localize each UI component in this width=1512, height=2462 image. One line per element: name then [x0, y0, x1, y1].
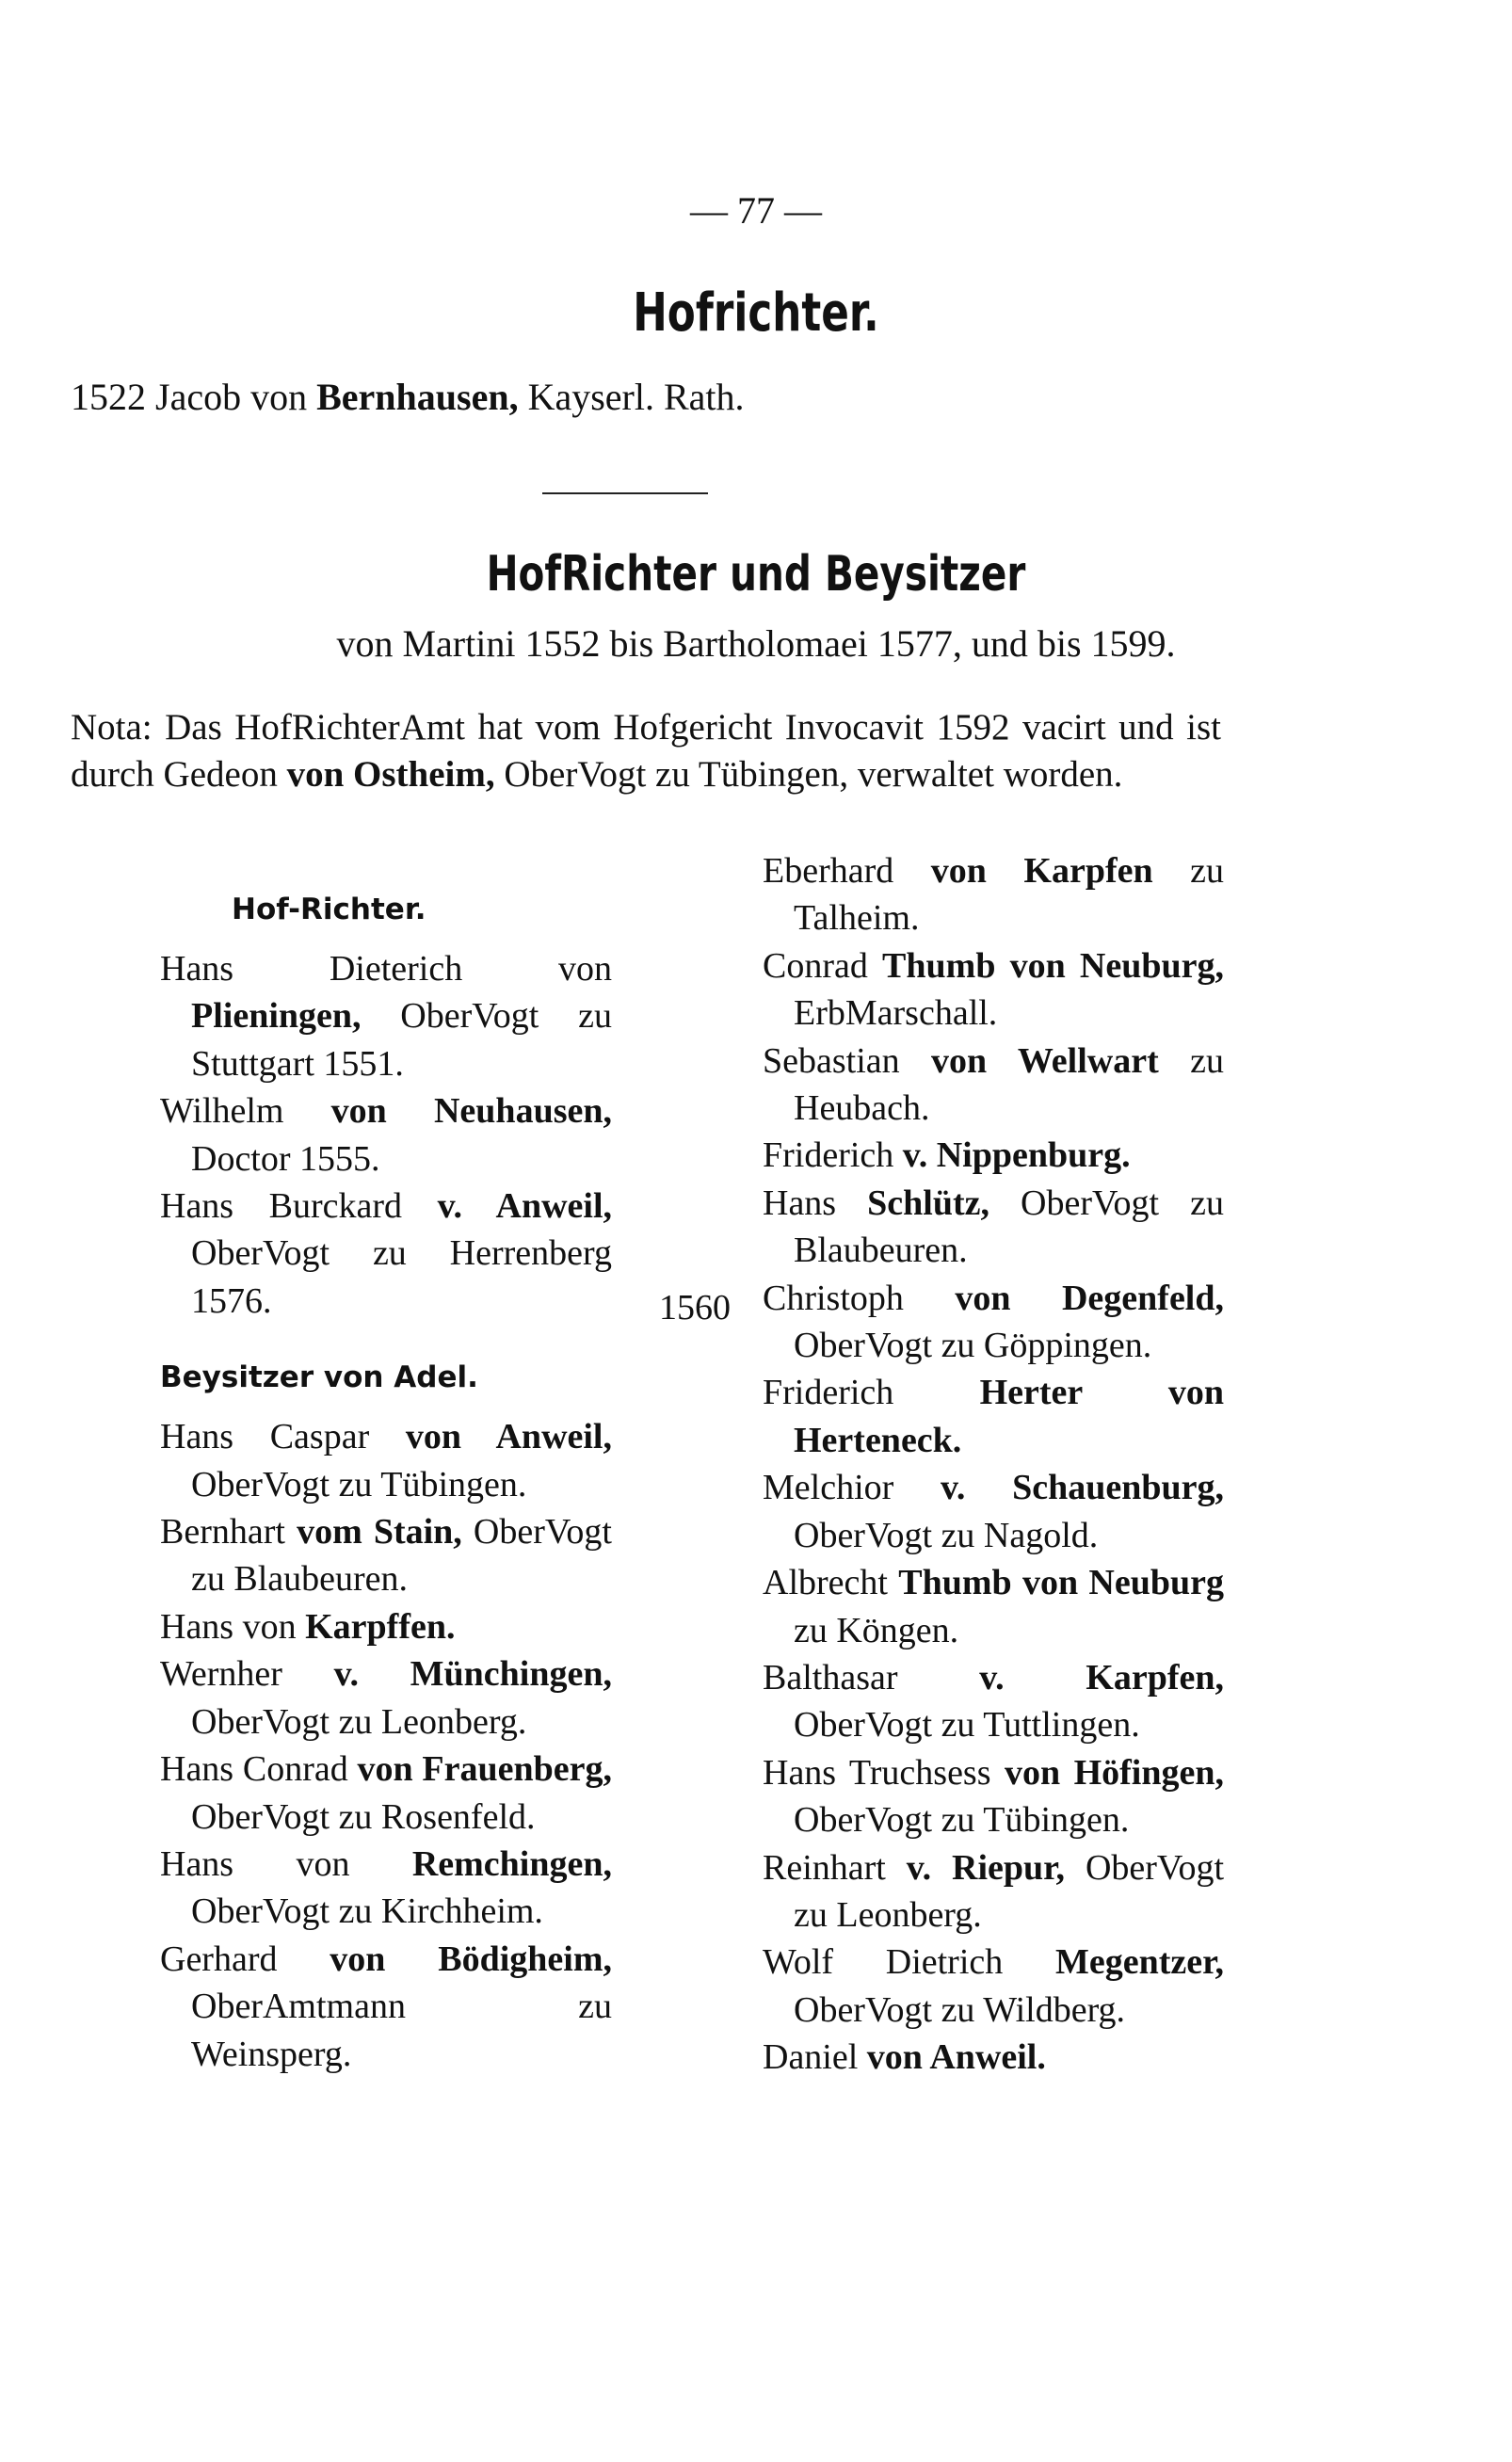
entry-name: Karpffen. [305, 1606, 456, 1647]
list-item [763, 942, 1224, 1038]
entry-name: Herter von Herteneck. [794, 1373, 1225, 1460]
entry-pre: Albrecht [763, 1563, 888, 1603]
list-item [763, 2034, 1224, 2081]
entry-post: OberVogt zu Tübingen. [794, 1800, 1130, 1841]
entry-post: OberVogt zu Leonberg. [794, 1847, 1225, 1935]
entry-post: OberVogt zu Herrenberg 1576. [191, 1233, 612, 1321]
entry-pre: Reinhart [763, 1847, 886, 1888]
right-column [763, 847, 1224, 2082]
entry-pre: Balthasar [763, 1657, 898, 1698]
entry-pre: Hans [763, 1183, 837, 1223]
nota-pre: Nota: Das HofRichterAmt hat vom Hofgericht Invocavit 1592 vacirt und ist durch Gedeon [71, 707, 1221, 795]
section-beysitzer-von-adel: Beysitzer von Adel. [160, 1360, 478, 1395]
list-item [160, 1603, 612, 1650]
entry-pre: Jacob von [155, 376, 308, 418]
entry-name: v. Riepur, [906, 1847, 1066, 1888]
entry-pre: Wernher [160, 1654, 282, 1695]
entry-post: OberVogt zu Stuttgart 1551. [191, 996, 612, 1084]
list-item [160, 1087, 612, 1183]
entry-pre: Sebastian [763, 1040, 900, 1081]
heading-hofrichter: Hofrichter. [633, 282, 879, 344]
entry-pre: Hans von [160, 1843, 350, 1884]
list-item [763, 1464, 1224, 1559]
list-item [763, 1559, 1224, 1654]
entry-pre: Hans Conrad [160, 1749, 348, 1790]
entry-name: v. Karpfen, [979, 1657, 1224, 1698]
entry-name: von Anweil. [866, 2037, 1046, 2078]
entry-name: v. Nippenburg. [902, 1135, 1131, 1176]
entry-pre: Hans von [160, 1606, 297, 1647]
entry-pre: Wilhelm [160, 1091, 284, 1132]
entry-name: Thumb von Neuburg, [882, 945, 1224, 986]
list-item [763, 1749, 1224, 1844]
entry-name: von Karpfen [930, 851, 1153, 891]
year-1560: 1560 [659, 1288, 731, 1328]
entry-post: OberAmtmann zu Weinsperg. [191, 1987, 612, 2074]
entry-post: Doctor 1555. [191, 1138, 380, 1179]
section-hof-richter: Hof-Richter. [232, 893, 426, 926]
list-item [160, 945, 612, 1087]
nota-name: von Ostheim, [286, 754, 495, 795]
page-number: — 77 — [690, 189, 822, 232]
entry-post: OberVogt zu Leonberg. [191, 1701, 527, 1742]
entry-name: Plieningen, [191, 996, 362, 1037]
hofrichter-entry [71, 375, 745, 419]
entry-post: OberVogt zu Blaubeuren. [794, 1183, 1224, 1271]
entry-pre: Conrad [763, 945, 868, 986]
entry-post: OberVogt zu Göppingen. [794, 1326, 1152, 1366]
entry-post: OberVogt zu Wildberg. [794, 1989, 1126, 2030]
list-item [763, 1654, 1224, 1749]
list-item [160, 1413, 612, 1508]
list-item [160, 1746, 612, 1841]
beysitzer-list [160, 1413, 612, 2078]
entry-name: Thumb von Neuburg [898, 1563, 1224, 1603]
list-item [160, 1650, 612, 1746]
left-column [160, 847, 640, 2078]
entry-name: v. Anweil, [437, 1186, 613, 1227]
entry-pre: Melchior [763, 1468, 894, 1508]
entry-post: OberVogt zu Nagold. [794, 1515, 1099, 1555]
entry-name: Bernhausen, [316, 376, 519, 418]
entry-post: OberVogt zu Tübingen. [191, 1464, 527, 1505]
entry-name: v. Schauenburg, [941, 1468, 1224, 1508]
entry-post: zu Talheim. [794, 851, 1224, 939]
entry-name: von Höfingen, [1004, 1752, 1224, 1793]
list-item [763, 1939, 1224, 2034]
entry-pre: Daniel [763, 2037, 859, 2078]
entry-post: zu Heubach. [794, 1040, 1225, 1129]
subheading-dates: von Martini 1552 bis Bartholomaei 1577, und bis 1599. [336, 622, 1176, 665]
entry-pre: Friderich [763, 1373, 894, 1413]
entry-name: Megentzer, [1055, 1942, 1224, 1983]
list-item [763, 1275, 1224, 1370]
nota-post: OberVogt zu Tübingen, verwaltet worden. [504, 754, 1123, 795]
entry-name: von Neuhausen, [330, 1091, 612, 1132]
heading-hofrichter-beysitzer: HofRichter und Beysitzer [486, 546, 1026, 603]
entry-name: vom Stain, [297, 1512, 462, 1553]
entry-name: von Anweil, [405, 1417, 612, 1457]
list-item [160, 1936, 612, 2078]
entry-name: von Bödigheim, [330, 1939, 612, 1979]
entry-post: OberVogt zu Rosenfeld. [191, 1796, 536, 1837]
entry-post: zu Köngen. [794, 1610, 959, 1650]
list-item [160, 1841, 612, 1936]
entry-post: OberVogt zu Kirchheim. [191, 1891, 543, 1932]
divider-rule [542, 492, 708, 494]
entry-post: OberVogt zu Blaubeuren. [191, 1512, 612, 1600]
entry-pre: Hans Caspar [160, 1417, 370, 1457]
entry-name: von Wellwart [931, 1040, 1159, 1081]
entry-post: Kayserl. Rath. [527, 376, 745, 418]
entry-pre: Hans Burckard [160, 1186, 403, 1227]
list-item [763, 1844, 1224, 1939]
entry-pre: Friderich [763, 1135, 894, 1176]
list-item [763, 847, 1224, 942]
nota-paragraph [71, 704, 1221, 798]
entry-name: von Frauenberg, [357, 1749, 612, 1790]
entry-pre: Christoph [763, 1278, 904, 1318]
entry-pre: Wolf Dietrich [763, 1942, 1004, 1983]
entry-pre: Eberhard [763, 851, 894, 891]
entry-pre: Hans Truchsess [763, 1752, 991, 1793]
entry-pre: Bernhart [160, 1512, 285, 1553]
entry-name: von Degenfeld, [955, 1278, 1224, 1318]
list-item [763, 1180, 1224, 1275]
list-item [763, 1132, 1224, 1179]
entry-name: v. Münchingen, [333, 1654, 613, 1695]
entry-name: Remchingen, [411, 1843, 612, 1884]
hof-richter-list [160, 945, 612, 1325]
entry-year: 1522 [71, 376, 146, 418]
list-item [160, 1183, 612, 1325]
entry-name: Schlütz, [867, 1183, 989, 1223]
entry-post: OberVogt zu Tuttlingen. [794, 1705, 1140, 1746]
list-item [763, 1038, 1224, 1133]
entry-post: ErbMarschall. [794, 993, 998, 1034]
list-item [160, 1508, 612, 1603]
entry-pre: Gerhard [160, 1939, 278, 1979]
entry-pre: Hans Dieterich von [160, 949, 612, 989]
list-item [763, 1369, 1224, 1464]
